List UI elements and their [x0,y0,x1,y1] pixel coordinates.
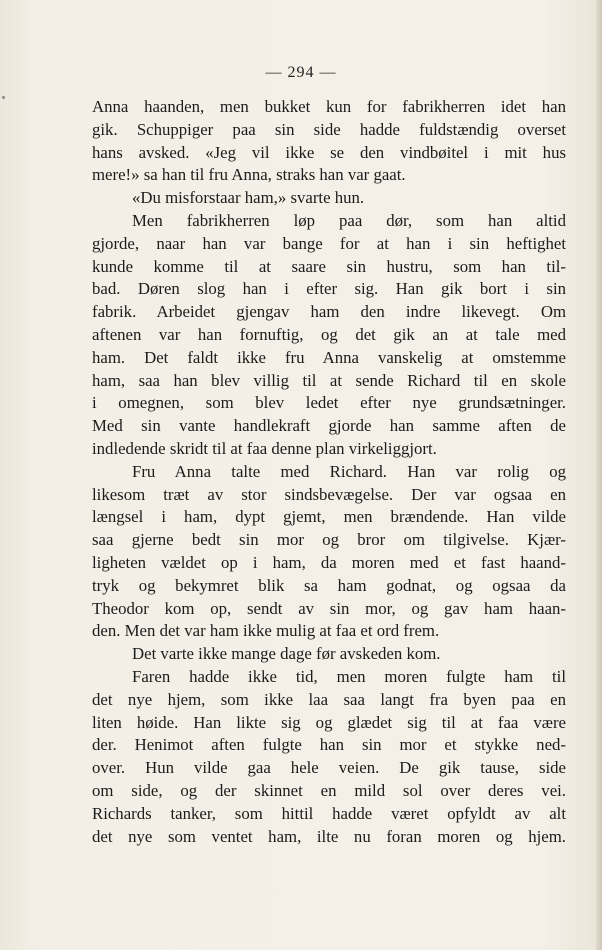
body-text [92,96,566,848]
text-line: Anna haanden, men bukket kun for fabrikherren idet han [92,97,566,116]
text-line: Theodor kom op, sendt av sin mor, og gav ham haan- [92,598,566,618]
text-line: ham, saa han blev villig til at sende Richard til en skole [92,370,566,390]
text-line: gik. Schuppiger paa sin side hadde fuldstændig overset [92,119,566,139]
text-line: Med sin vante handlekraft gjorde han samme aften de [92,416,566,436]
text-line: Faren hadde ikke tid, men moren fulgte ham til [132,666,566,686]
text-line: gjorde, naar han var bange for at han i sin heftighet [92,233,566,253]
text-line: Det varte ikke mange dage før avskeden kom. [132,644,441,664]
text-line: tryk og bekymret blik sa ham godnat, og ogsaa da [92,575,566,595]
text-line: det nye som ventet ham, ilte nu foran moren og hjem. [92,826,566,846]
text-line: kunde komme til at saare sin hustru, som han til- [92,256,566,276]
text-line: ham. Det faldt ikke fru Anna vanskelig at omstemme [92,347,566,367]
text-line: «Du misforstaar ham,» svarte hun. [132,188,365,208]
page-edge [596,0,602,950]
text-line: der. Henimot aften fulgte han sin mor et stykke ned- [92,735,566,755]
page-number: — 294 — [265,64,337,81]
text-line: mere!» sa han til fru Anna, straks han var gaat. [92,165,406,185]
text-line: ligheten vældet op i ham, da moren med et fast haand- [92,552,566,572]
text-line: indledende skridt til at faa denne plan virkeliggjort. [92,438,437,458]
text-line: fabrik. Arbeidet gjengav ham den indre likevegt. Om [92,302,566,322]
text-line: over. Hun vilde gaa hele veien. De gik tause, side [92,758,566,778]
text-line: likesom træt av stor sindsbevægelse. Der var ogsaa en [92,484,566,504]
text-line: den. Men det var ham ikke mulig at faa et ord frem. [92,621,440,641]
text-line: bad. Døren slog han i efter sig. Han gik bort i sin [92,279,566,299]
text-line: aftenen var han fornuftig, og det gik an at tale med [92,324,566,344]
text-line: Richards tanker, som hittil hadde været opfyldt av alt [92,803,566,823]
text-line: Fru Anna talte med Richard. Han var rolig og [132,461,566,481]
text-line: liten høide. Han likte sig og glædet sig til at faa være [92,712,566,732]
text-line: hans avsked. «Jeg vil ikke se den vindbøitel i mit hus [92,142,566,162]
text-line: længsel i ham, dypt gjemt, men brændende. Han vilde [92,507,566,527]
text-line: om side, og der skinnet en mild sol over deres vei. [92,780,566,800]
text-line: det nye hjem, som ikke laa saa langt fra byen paa en [92,689,566,709]
text-line: Men fabrikherren løp paa dør, som han altid [132,210,566,230]
page-speck [2,96,5,99]
text-line: i omegnen, som blev ledet efter nye grundsætninger. [92,393,566,413]
text-line: saa gjerne bedt sin mor og bror om tilgivelse. Kjær- [92,530,566,550]
